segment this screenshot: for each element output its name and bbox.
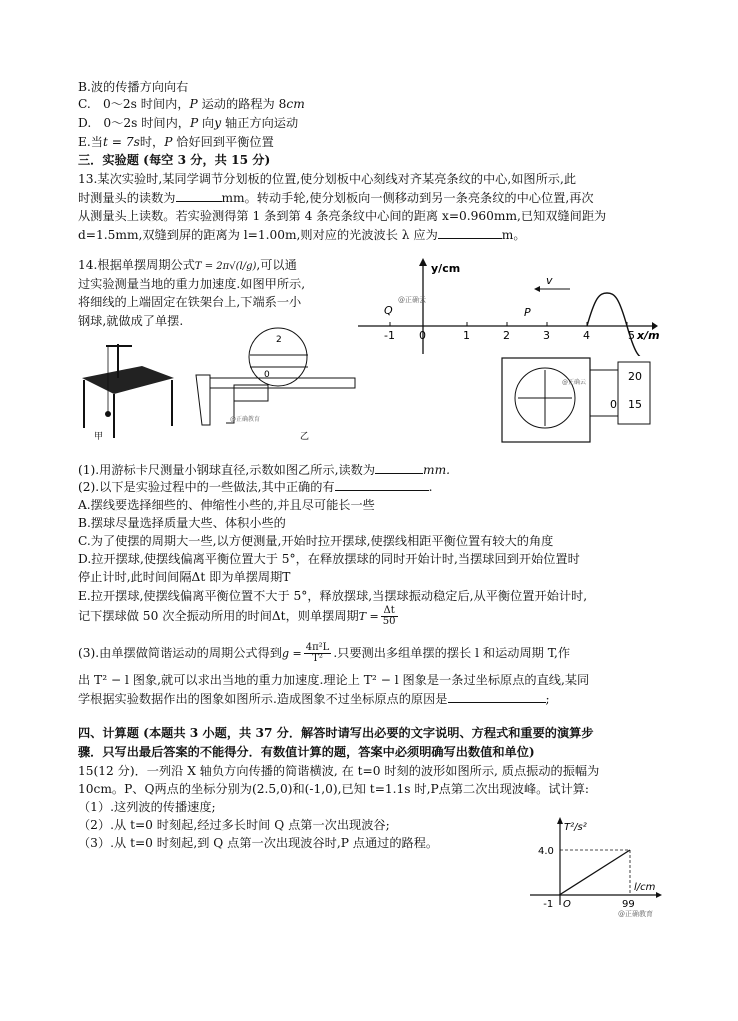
q14-line1: [78, 258, 297, 274]
answer-blank: [375, 462, 423, 474]
watermark: @正确云: [562, 379, 587, 386]
q15-line2: 10cm。P、Q两点的坐标分别为(2.5,0)和(-1,0),已知 t=1.1s 时,P点第二次出现波峰。试计算:: [78, 782, 590, 796]
option-e: [78, 135, 274, 150]
watermark: @正确云: [398, 296, 426, 304]
option-c: [78, 97, 305, 112]
period-symbol: T =: [358, 610, 379, 623]
section-4-line1: 四、计算题 (本题共 3 小题，共 37 分．解答时请写出必要的文字说明、方程式和重要的演算步: [78, 726, 594, 740]
micrometer-label: 20: [628, 370, 642, 383]
velocity-label: v: [546, 274, 553, 287]
q14-line2: 过实验测量当地的重力加速度.如图甲所示,: [78, 277, 306, 291]
option-c-text: C. 0～2s 时间内，: [78, 97, 190, 111]
y-axis-label: y/cm: [431, 262, 461, 275]
option-e-mid: 时，: [139, 135, 165, 149]
q13-line3: 从测量头上读数。若实验测得第 1 条到第 4 条亮条纹中心间的距离 x=0.960mm,已知双缝间距为: [78, 209, 607, 223]
fraction-numerator: Δt: [381, 606, 398, 617]
q14-line4: 钢球,就做成了单摆.: [78, 314, 184, 328]
y-tick-label: 4.0: [538, 846, 554, 857]
y-axis-label: T²/s²: [564, 822, 587, 833]
x-tick-label: 99: [622, 899, 635, 910]
measuring-head: [500, 356, 660, 446]
table-top: [82, 366, 174, 394]
figure-label-yi: 乙: [300, 432, 310, 442]
q14-line1-b: ,可以通: [256, 258, 297, 272]
option-e-eq: t = 7s: [102, 135, 140, 149]
vernier-caliper: [190, 325, 360, 443]
answer-blank: [448, 691, 546, 703]
y-arrow: [419, 258, 427, 266]
section-4-line2: 骤．只写出最后答案的不能得分．有数值计算的题，答案中必须明确写出数值和单位): [78, 745, 535, 759]
tick-label: 1: [463, 329, 470, 342]
period-fraction: [381, 606, 398, 627]
axis-y: y: [214, 116, 222, 130]
q14-part1-b: mm.: [423, 463, 451, 477]
point-p-label: P: [524, 306, 531, 319]
data-line: [559, 850, 630, 895]
period-formula: T = 2π√(l/g): [194, 261, 257, 272]
q13-line1: 13.某次实验时,某同学调节分划板的位置,使分划板中心刻线对齐某亮条纹的中心,如图所示,此: [78, 172, 577, 186]
option-d-text: D. 0～2s 时间内，: [78, 116, 190, 130]
q14-option-d1: D.拉开摆球,使摆线偏离平衡位置大于 5°，在释放摆球的同时开始计时,当摆球回到开始位置时: [78, 552, 580, 566]
q15-sub3: （3）.从 t=0 时刻起,到 Q 点第一次出现波谷时,P 点通过的路程。: [78, 836, 439, 850]
tick-label: 3: [543, 329, 550, 342]
caliper-vernier: [234, 385, 268, 401]
point-p: P: [164, 135, 173, 149]
q14-part1-a: (1).用游标卡尺测量小钢球直径,示数如图乙所示,读数为: [78, 463, 376, 477]
q14-part3-e: ;: [545, 692, 550, 706]
fraction-denominator: 50: [382, 616, 396, 627]
option-d-mid: 向: [198, 116, 215, 130]
tick-label: 4: [583, 329, 590, 342]
caliper-main-scale: [210, 378, 355, 388]
pendulum-figure: [80, 338, 180, 443]
figure-label-jia: 甲: [94, 432, 104, 442]
q14-option-c: C.为了使摆的周期大一些,以方便测量,开始时拉开摆球,使摆线相距平衡位置有较大的角度: [78, 534, 554, 548]
x-tick-label: O: [563, 899, 571, 910]
q15-line1: 15(12 分)．一列沿 X 轴负方向传播的简谐横波, 在 t=0 时刻的波形如图所示, 质点振动的振幅为: [78, 764, 600, 778]
q13-line2-b: mm。转动手轮,使分划板向一侧移动到另一条亮条纹的中心位置,再次: [221, 191, 594, 205]
t2-l-chart: [518, 812, 668, 918]
q14-part3-c: 出 T² − l 图象,就可以求出当地的重力加速度.理论上 T² − l 图象是一条过坐标原点的直线,某同: [78, 673, 590, 687]
q15-sub1: （1）.这列波的传播速度;: [78, 800, 216, 814]
q14-option-e1: E.拉开摆球,使摆线偏离平衡位置不大于 5°，释放摆球,当摆球振动稳定后,从平衡位置开始计时,: [78, 589, 588, 603]
option-b: B.波的传播方向向右: [78, 80, 189, 94]
q14-option-e2-a: 记下摆球做 50 次全振动所用的时间Δt，则单摆周期: [78, 609, 359, 623]
x-axis-label: x/m: [637, 329, 660, 342]
option-d: [78, 116, 298, 131]
y-arrow: [557, 817, 563, 824]
q14-part2-a: (2).以下是实验过程中的一些做法,其中正确的有: [78, 480, 335, 494]
q14-part1: [78, 462, 450, 478]
q13-line4: [78, 227, 526, 243]
q14-option-d2: 停止计时,此时间间隔Δt 即为单摆周期T: [78, 570, 291, 584]
q14-part3-d-text: 学根据实验数据作出的图象如图所示.造成图象不过坐标原点的原因是: [78, 692, 448, 706]
wave-graph: [350, 256, 660, 356]
tick-label: 5: [628, 329, 635, 342]
q14-option-a: A.摆线要选择细些的、伸缩性小些的,并且尽可能长一些: [78, 498, 375, 512]
point-p: P: [189, 116, 199, 130]
wave-curve: [587, 293, 647, 356]
answer-blank: [335, 479, 429, 491]
g-fraction: [304, 643, 332, 664]
q13-line4-b: m。: [501, 228, 526, 242]
q15-sub2: （2）.从 t=0 时刻起,经过多长时间 Q 点第一次出现波谷;: [78, 818, 390, 832]
scale-label: 0: [264, 370, 270, 380]
q14-part3-a: [78, 643, 570, 664]
q14-part3-d: [78, 691, 550, 707]
tick-label: -1: [384, 329, 395, 342]
x-tick-label: -1: [543, 899, 554, 910]
fraction-numerator: 4π²L: [305, 642, 330, 653]
option-e-text: E.当: [78, 135, 103, 149]
q14-part3-text: (3).由单摆做简谐运动的周期公式得到: [78, 646, 282, 660]
q14-option-e2: [78, 606, 400, 627]
q13-line4-a: d=1.5mm,双缝到屏的距离为 l=1.00m,则对应的光波波长 λ 应为: [78, 228, 438, 242]
q14-part3-b: .只要测出多组单摆的摆长 l 和运动周期 T,作: [333, 646, 571, 660]
tick-label: 0: [419, 329, 426, 342]
q14-option-b: B.摆球尽量选择质量大些、体积小些的: [78, 516, 286, 530]
q14-line3: 将细线的上端固定在铁架台上,下端系一小: [78, 295, 302, 309]
q14-part2-b: .: [428, 480, 433, 494]
x-arrow: [656, 892, 662, 898]
x-axis-label: l/cm: [634, 882, 656, 893]
answer-blank: [438, 227, 502, 239]
option-e-post: 恰好回到平衡位置: [172, 135, 274, 149]
q13-line2: [78, 190, 594, 206]
option-d-post: 轴正方向运动: [221, 116, 299, 130]
watermark: @正确教育: [230, 416, 261, 423]
q14-part2: [78, 479, 432, 495]
q14-line1-a: 14.根据单摆周期公式: [78, 258, 195, 272]
tick-label: 2: [503, 329, 510, 342]
watermark: @正确教育: [618, 910, 653, 918]
unit-cm: cm: [286, 97, 305, 111]
micrometer-label: 15: [628, 398, 642, 411]
pendulum-bob: [105, 411, 111, 417]
velocity-arrowhead: [534, 286, 540, 292]
caliper-jaw: [196, 375, 210, 425]
point-p: P: [189, 97, 198, 111]
point-q-label: Q: [384, 304, 393, 317]
option-c-mid: 运动的路程为 8: [197, 97, 287, 111]
section-3-title: 三．实验题 (每空 3 分，共 15 分): [78, 153, 271, 167]
micrometer-label: 0: [610, 398, 617, 411]
answer-blank: [176, 190, 222, 202]
q13-line2-a: 时测量头的读数为: [78, 191, 176, 205]
scale-label: 2: [276, 335, 282, 345]
fraction-denominator: T²: [312, 653, 323, 664]
g-symbol: g =: [281, 647, 302, 660]
